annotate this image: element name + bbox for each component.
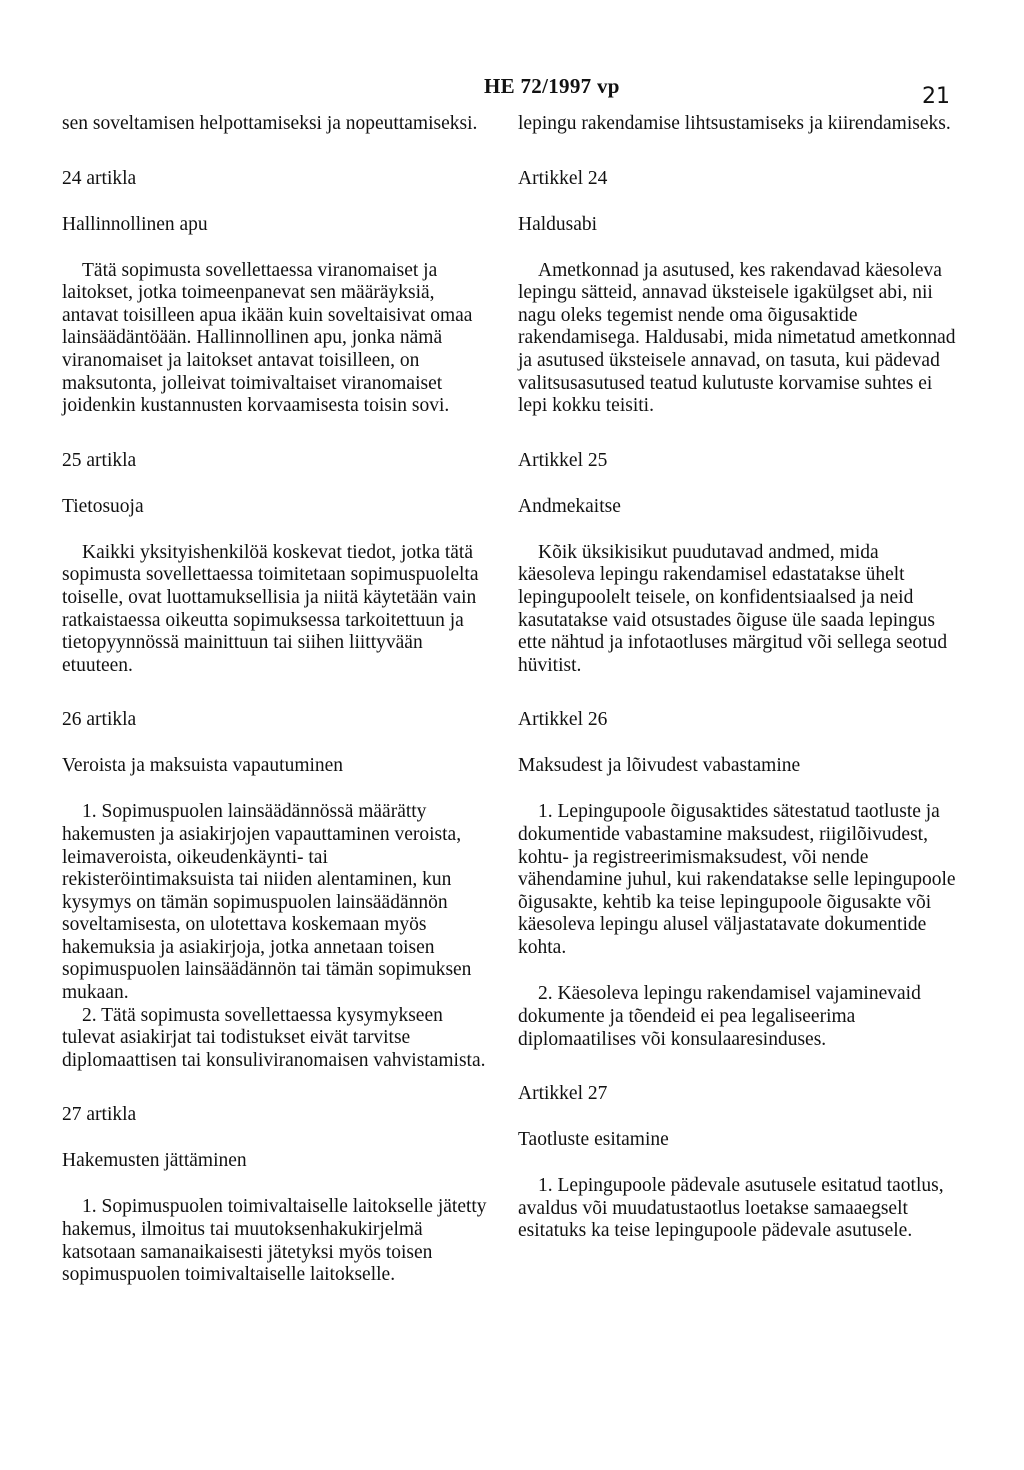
finnish-art27-number: 27 artikla <box>62 1104 137 1126</box>
finnish-art24-title: Hallinnollinen apu <box>62 213 208 235</box>
finnish-art27-p1: 1. Sopimuspuolen toimivaltaiselle laitokselle jätetty hakemus, ilmoitus tai muutoksenhakukirjelmä katsotaan samanaikaisesti jätetyksi myös toisen sopimuspuolen toimivaltaiselle laitokselle. <box>62 1196 487 1286</box>
finnish-intro: sen soveltamisen helpottamiseksi ja nopeuttamiseksi. <box>62 113 478 134</box>
estonian-intro: lepingu rakendamise lihtsustamiseks ja kiirendamiseks. <box>518 113 951 134</box>
estonian-art26-title: Maksudest ja lõivudest vabastamine <box>518 755 801 777</box>
estonian-art26-p1: 1. Lepingupoole õigusaktides sätestatud taotluste ja dokumentide vabastamine maksudest, riigilõivudest, kohtu- ja registreerimismaksudest, või nende vähendamine juhul, kui rakendatakse selle lepingupoole õigusakte, kehtib ka teise lepingupoole õigusakte või käesoleva lepingu alusel väljastatavate dokumentide kohta. <box>518 801 956 958</box>
finnish-art25-text: Kaikki yksityishenkilöä koskevat tiedot, jotka tätä sopimusta sovellettaessa toimitetaan sopimuspuolelta toiselle, ovat luottamuksellisia ja niitä käytetään vain ratkaistaessa oikeutta sopimuksessa tarkoitettuun ja tietopyynnössä mainittuun tai siihen liittyvään etuuteen. <box>62 541 479 676</box>
finnish-art26-p1: 1. Sopimuspuolen lainsäädännössä määrätty hakemusten ja asiakirjojen vapauttaminen veroista, leimaveroista, oikeudenkäynti- tai rekisteröintimaksuista tai niiden alentaminen, kun kysymys on tämän sopimuspuolen lainsäädännön soveltamisesta, on ulotettava koskemaan myös hakemuksia ja asiakirjoja, jotka annetaan toisen sopimuspuolen lainsäädännön tai tämän sopimuksen mukaan. <box>62 801 472 1004</box>
document-header: HE 72/1997 vp <box>484 74 620 98</box>
finnish-art25-number: 25 artikla <box>62 449 137 471</box>
finnish-art25-title: Tietosuoja <box>62 495 144 517</box>
estonian-art24-number: Artikkel 24 <box>518 167 608 189</box>
estonian-art25-text: Kõik üksikisikut puudutavad andmed, mida käesoleva lepingu rakendamisel edastatakse ühelt lepingupoolelt teisele, on konfidentsiaalsed ja neid kasutatakse vaid otsustades õiguse üle saada lepingus ette nähtud ja infotaotluses märgitud või sellega seotud hüvitist. <box>518 541 948 676</box>
finnish-art26-number: 26 artikla <box>62 709 137 731</box>
finnish-art24-text: Tätä sopimusta sovellettaessa viranomaiset ja laitokset, jotka toimeenpanevat sen määräyksiä, antavat toisilleen apua ikään kuin soveltaisivat omaa lainsäädäntöään. Hallinnollinen apu, jonka nämä viranomaiset ja laitokset antavat toisilleen, on maksutonta, jolleivat toimivaltaiset viranomaiset joidenkin kustannusten korvaamisesta toisin sovi. <box>62 259 473 417</box>
finnish-art26-p2: 2. Tätä sopimusta sovellettaessa kysymykseen tulevat asiakirjat tai todistukset eivät tarvitse diplomaattisen tai konsuliviranomaisen vahvistamista. <box>62 1004 486 1071</box>
estonian-art25-title: Andmekaitse <box>518 495 621 517</box>
estonian-art26-number: Artikkel 26 <box>518 709 608 731</box>
finnish-art27-title: Hakemusten jättäminen <box>62 1150 247 1172</box>
page-number: 21 <box>922 84 950 109</box>
estonian-art24-title: Haldusabi <box>518 213 598 235</box>
estonian-art24-text: Ametkonnad ja asutused, kes rakendavad käesoleva lepingu sätteid, annavad üksteisele igakülgset abi, nii nagu oleks tegemist nende oma õigusaktide rakendamisega. Haldusabi, mida nimetatud ametkonnad ja asutused üksteisele annavad, on tasuta, kui pädevad valitsusasutused teatud kulutuste korvamise suhtes ei lepi kokku teisiti. <box>518 259 956 417</box>
estonian-column <box>518 113 956 1243</box>
finnish-column <box>62 113 494 1287</box>
finnish-art26-title: Veroista ja maksuista vapautuminen <box>62 755 344 777</box>
estonian-art26-p2: 2. Käesoleva lepingu rakendamisel vajaminevaid dokumente ja tõendeid ei pea legaliseerima diplomaatilises või konsulaaresinduses. <box>518 983 921 1050</box>
estonian-art25-number: Artikkel 25 <box>518 449 608 471</box>
estonian-art27-title: Taotluste esitamine <box>518 1129 669 1151</box>
estonian-art27-p1: 1. Lepingupoole pädevale asutusele esitatud taotlus, avaldus või muudatustaotlus loetakse samaaegselt esitatuks ka teise lepingupoole pädevale asutusele. <box>518 1175 944 1242</box>
finnish-art24-number: 24 artikla <box>62 167 137 189</box>
estonian-art27-number: Artikkel 27 <box>518 1083 608 1105</box>
